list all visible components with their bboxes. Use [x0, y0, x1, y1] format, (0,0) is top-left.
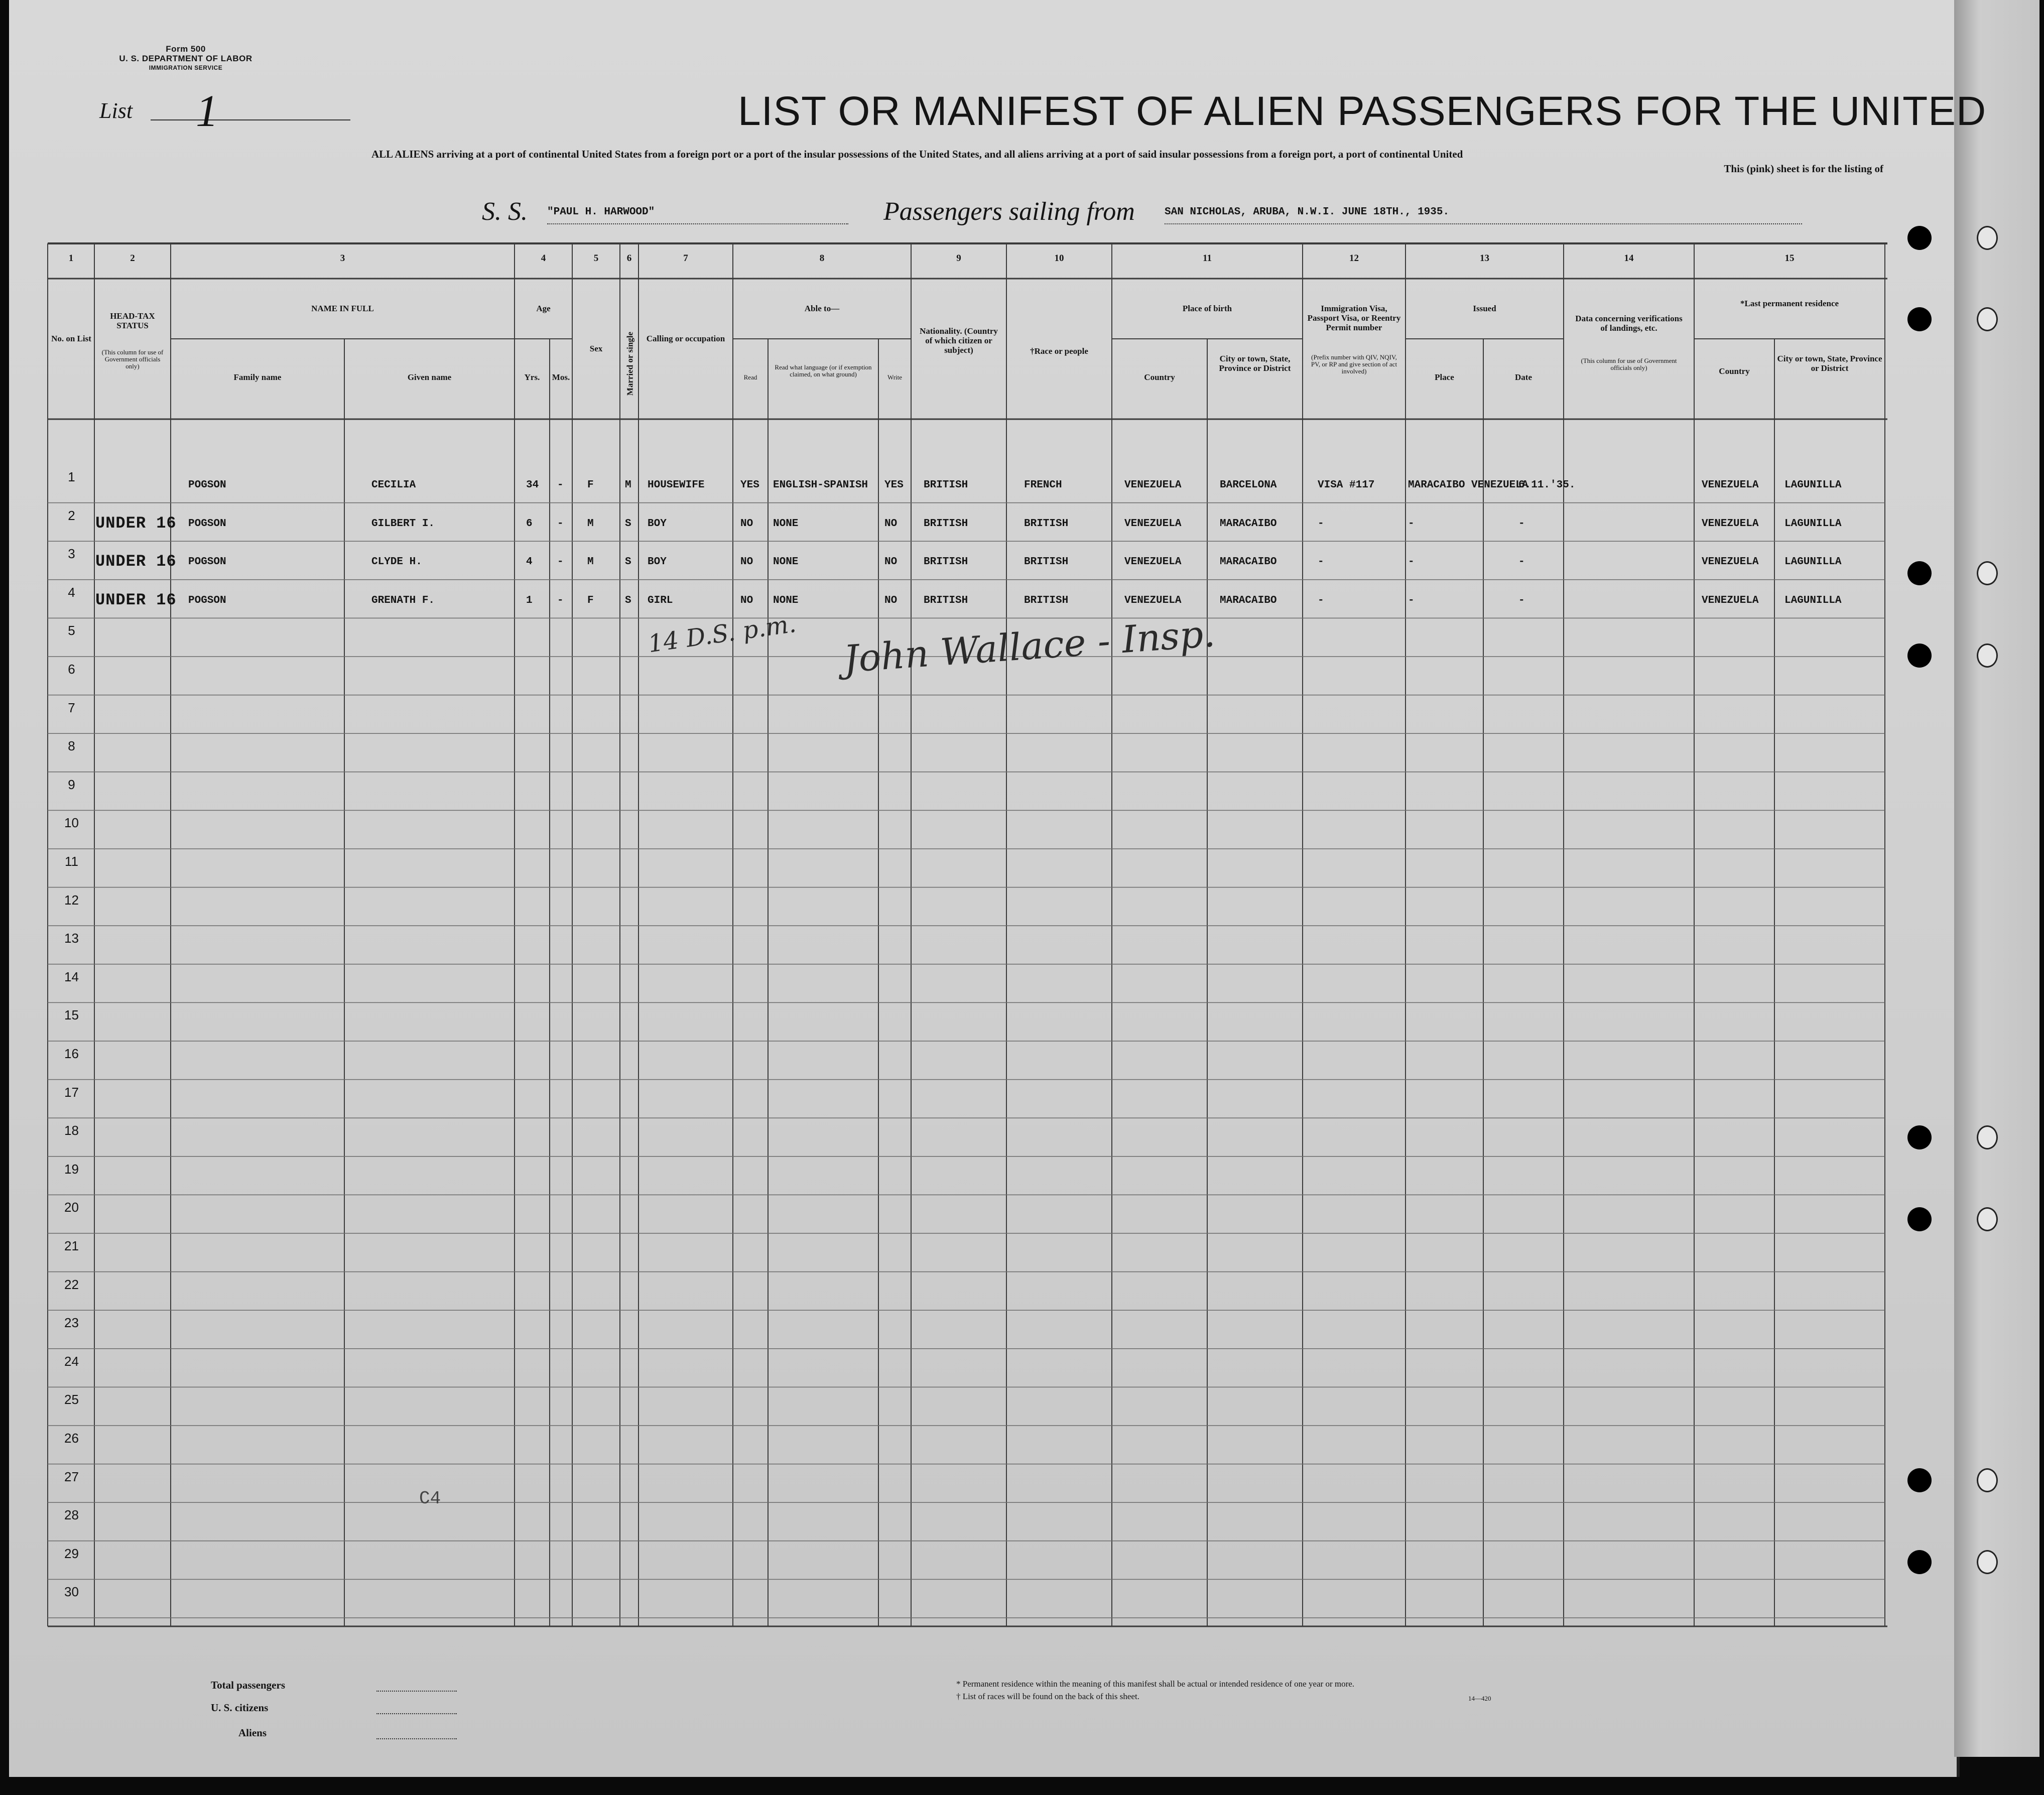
cell-race: BRITISH	[1024, 594, 1069, 606]
header-issued: Issued	[1473, 304, 1496, 313]
cell-language: NONE	[773, 556, 799, 568]
header-calling: Calling or occupation	[646, 334, 725, 343]
inspector-signature: John Wallace - Insp.	[842, 612, 1217, 681]
row-number: 5	[68, 623, 75, 638]
header-married: Married or single	[625, 331, 635, 396]
row-number: 18	[64, 1123, 79, 1138]
cell-issued-place: -	[1408, 556, 1415, 568]
cell-given: CLYDE H.	[371, 556, 422, 568]
col-num-9: 9	[956, 253, 961, 264]
cell-res-city: LAGUNILLA	[1784, 556, 1842, 568]
header-mos: Mos.	[552, 372, 570, 382]
header-birth-city: City or town, State, Province or District	[1219, 354, 1291, 373]
cell-marital: M	[625, 479, 631, 491]
cell-read: NO	[740, 556, 753, 568]
row-number: 8	[68, 738, 75, 754]
header-given-name: Given name	[407, 372, 452, 382]
binder-hole	[1977, 1125, 1998, 1149]
cell-res-city: LAGUNILLA	[1784, 479, 1842, 491]
header-issued-date: Date	[1515, 372, 1532, 382]
header-read-what: Read what language (or if exemption claimed, on what ground)	[775, 363, 872, 378]
cell-write: NO	[884, 594, 898, 606]
row-number: 10	[64, 815, 79, 831]
header-name-in-full: NAME IN FULL	[311, 304, 374, 313]
total-passengers-label: Total passengers	[211, 1679, 285, 1691]
col-num-7: 7	[683, 253, 688, 264]
row-number: 13	[64, 931, 79, 946]
col-num-8: 8	[819, 253, 825, 264]
cell-issued-date: -	[1518, 556, 1525, 568]
cell-yrs: 1	[526, 594, 533, 606]
header-visa-note: (Prefix number with QIV, NQIV, PV, or RP and give section of act involved)	[1311, 353, 1397, 375]
cell-sex: M	[587, 518, 594, 530]
cell-issued-date: -	[1518, 518, 1525, 530]
handwritten-ref: 14 D.S. p.m.	[646, 609, 798, 659]
cell-sex: F	[587, 479, 594, 491]
footnote-races: † List of races will be found on the back of this sheet.	[956, 1692, 1139, 1701]
cell-family: POGSON	[188, 594, 226, 606]
header-no-on-list: No. on List	[51, 334, 91, 343]
head-tax-stamp: UNDER 16	[95, 590, 177, 609]
cell-birth-country: VENEZUELA	[1124, 594, 1182, 606]
header-data-concerning: Data concerning verifications of landings, etc.	[1575, 314, 1683, 333]
row-number: 7	[68, 700, 75, 715]
header-res-country: Country	[1719, 366, 1750, 376]
header-place-of-birth: Place of birth	[1182, 304, 1232, 313]
header-head-tax-note: (This column for use of Government officials only)	[101, 348, 164, 370]
cell-race: BRITISH	[1024, 556, 1069, 568]
header-able-to: Able to—	[804, 304, 840, 313]
cell-sex: F	[587, 594, 594, 606]
header-read: Read	[743, 373, 757, 381]
header-family-name: Family name	[233, 372, 282, 382]
header-visa: Immigration Visa, Passport Visa, or Reentry Permit number	[1307, 304, 1401, 332]
aliens-label: Aliens	[238, 1727, 267, 1739]
cell-res-country: VENEZUELA	[1702, 594, 1759, 606]
cell-language: ENGLISH-SPANISH	[773, 479, 868, 491]
binder-hole	[1977, 1207, 1998, 1231]
row-number: 20	[64, 1200, 79, 1215]
binder-hole	[1977, 1468, 1998, 1492]
list-label: List	[99, 98, 133, 123]
col-num-6: 6	[626, 253, 632, 264]
cell-mos: -	[557, 479, 564, 491]
binder-hole	[1977, 644, 1998, 668]
cell-nationality: BRITISH	[924, 556, 968, 568]
header-birth-country: Country	[1144, 372, 1175, 382]
list-number: 1	[196, 86, 218, 136]
cell-visa: VISA #117	[1318, 479, 1375, 491]
intro-text: ALL ALIENS arriving at a port of continental United States from a foreign port or a port of the insular possessions of the United States, and all aliens arriving at a port of said insular possessions from a foreign port, a port of continental United	[371, 148, 1463, 160]
cell-calling: GIRL	[648, 594, 673, 606]
form-number: Form 500	[166, 44, 206, 54]
header-age: Age	[536, 304, 551, 313]
cell-race: FRENCH	[1024, 479, 1062, 491]
row-number: 21	[64, 1238, 79, 1253]
cell-res-country: VENEZUELA	[1702, 479, 1759, 491]
col-num-4: 4	[541, 253, 546, 264]
ledger-reference: C4	[419, 1488, 441, 1509]
cell-birth-city: MARACAIBO	[1220, 594, 1277, 606]
cell-birth-city: BARCELONA	[1220, 479, 1277, 491]
service-name: IMMIGRATION SERVICE	[149, 64, 223, 71]
cell-calling: BOY	[648, 518, 667, 530]
binder-hole	[1907, 1468, 1932, 1492]
cell-visa: -	[1318, 594, 1324, 606]
cell-issued-place: -	[1408, 518, 1415, 530]
cell-write: YES	[884, 479, 904, 491]
department-name: U. S. DEPARTMENT OF LABOR	[119, 54, 252, 63]
cell-nationality: BRITISH	[924, 479, 968, 491]
head-tax-stamp: UNDER 16	[95, 514, 177, 533]
binder-hole	[1977, 1550, 1998, 1574]
row-number: 11	[65, 854, 78, 869]
row-number: 28	[64, 1507, 79, 1523]
row-number: 17	[64, 1084, 79, 1100]
cell-yrs: 6	[526, 518, 533, 530]
row-number: 24	[64, 1353, 79, 1369]
row-number: 14	[64, 969, 79, 984]
cell-birth-country: VENEZUELA	[1124, 518, 1182, 530]
cell-family: POGSON	[188, 479, 226, 491]
binder-hole	[1907, 1125, 1932, 1149]
row-number: 22	[64, 1276, 79, 1292]
sailing-from: SAN NICHOLAS, ARUBA, N.W.I. JUNE 18TH., 1935.	[1165, 206, 1450, 218]
cell-issued-date: -	[1518, 594, 1525, 606]
binder-hole	[1907, 644, 1932, 668]
footnote-residence: * Permanent residence within the meaning of this manifest shall be actual or intended residence of one year or more.	[956, 1679, 1355, 1689]
row-number: 27	[64, 1469, 79, 1484]
cell-mos: -	[557, 594, 564, 606]
row-number: 1	[68, 469, 75, 484]
us-citizens-line	[376, 1713, 457, 1714]
cell-family: POGSON	[188, 518, 226, 530]
cell-yrs: 4	[526, 556, 533, 568]
cell-issued-date: 6.11.'35.	[1518, 479, 1576, 491]
cell-marital: S	[625, 594, 631, 606]
header-race: †Race or people	[1030, 346, 1088, 356]
cell-read: YES	[740, 479, 759, 491]
col-num-14: 14	[1624, 253, 1634, 264]
col-num-15: 15	[1784, 253, 1795, 264]
col-num-2: 2	[130, 253, 135, 264]
total-passengers-line	[376, 1691, 457, 1692]
header-res-city: City or town, State, Province or District	[1777, 354, 1882, 373]
cell-calling: BOY	[648, 556, 667, 568]
row-number: 26	[64, 1431, 79, 1446]
row-number: 25	[64, 1392, 79, 1407]
row-number: 12	[64, 892, 79, 908]
binder-hole	[1907, 307, 1932, 331]
header-yrs: Yrs.	[524, 372, 540, 382]
ss-label: S. S.	[482, 197, 528, 226]
cell-nationality: BRITISH	[924, 518, 968, 530]
binder-hole	[1907, 561, 1932, 585]
cell-issued-place: MARACAIBO VENEZUELA	[1408, 479, 1528, 491]
col-num-11: 11	[1203, 253, 1212, 264]
binder-hole	[1907, 1550, 1932, 1574]
header-data-note: (This column for use of Government officials only)	[1581, 357, 1677, 371]
cell-language: NONE	[773, 594, 799, 606]
row-number: 16	[64, 1046, 79, 1061]
header-write: Write	[887, 373, 903, 381]
cell-write: NO	[884, 518, 898, 530]
col-num-13: 13	[1480, 253, 1489, 264]
cell-marital: S	[625, 556, 631, 568]
col-num-5: 5	[593, 253, 599, 264]
col-num-1: 1	[68, 253, 74, 264]
header-head-tax: HEAD-TAX STATUS	[110, 311, 155, 330]
cell-given: CECILIA	[371, 479, 416, 491]
cell-issued-place: -	[1408, 594, 1415, 606]
cell-visa: -	[1318, 518, 1324, 530]
header-last-residence: *Last permanent residence	[1740, 299, 1839, 308]
sailing-label: Passengers sailing from	[883, 197, 1135, 226]
intro-text-2: This (pink) sheet is for the listing of	[1724, 163, 1883, 175]
binder-hole	[1977, 561, 1998, 585]
col-num-10: 10	[1054, 253, 1064, 264]
cell-birth-city: MARACAIBO	[1220, 518, 1277, 530]
cell-given: GRENATH F.	[371, 594, 435, 606]
cell-res-city: LAGUNILLA	[1784, 518, 1842, 530]
cell-res-country: VENEZUELA	[1702, 518, 1759, 530]
cell-given: GILBERT I.	[371, 518, 435, 530]
cell-language: NONE	[773, 518, 799, 530]
cell-res-city: LAGUNILLA	[1784, 594, 1842, 606]
cell-visa: -	[1318, 556, 1324, 568]
row-number: 4	[68, 584, 75, 600]
cell-read: NO	[740, 518, 753, 530]
head-tax-stamp: UNDER 16	[95, 552, 177, 571]
cell-birth-country: VENEZUELA	[1124, 556, 1182, 568]
row-number: 6	[68, 662, 75, 677]
us-citizens-label: U. S. citizens	[211, 1702, 269, 1714]
cell-res-country: VENEZUELA	[1702, 556, 1759, 568]
binder-hole	[1907, 1207, 1932, 1231]
row-number: 29	[64, 1546, 79, 1561]
row-number: 19	[64, 1161, 79, 1177]
cell-birth-city: MARACAIBO	[1220, 556, 1277, 568]
aliens-line	[376, 1738, 457, 1739]
col-num-12: 12	[1349, 253, 1359, 264]
row-number: 30	[64, 1584, 79, 1600]
cell-read: NO	[740, 594, 753, 606]
cell-mos: -	[557, 518, 564, 530]
row-number: 2	[68, 507, 75, 523]
binder-hole	[1977, 307, 1998, 331]
cell-mos: -	[557, 556, 564, 568]
cell-calling: HOUSEWIFE	[648, 479, 705, 491]
binder-hole	[1977, 226, 1998, 250]
cell-marital: S	[625, 518, 631, 530]
cell-family: POGSON	[188, 556, 226, 568]
cell-write: NO	[884, 556, 898, 568]
cell-race: BRITISH	[1024, 518, 1069, 530]
cell-yrs: 34	[526, 479, 539, 491]
header-nationality: Nationality. (Country of which citizen or subject)	[920, 326, 998, 355]
row-number: 15	[64, 1007, 79, 1023]
row-number: 3	[68, 546, 75, 562]
row-number: 9	[68, 777, 75, 792]
print-code: 14—420	[1468, 1695, 1491, 1702]
header-issued-place: Place	[1435, 372, 1454, 382]
header-sex: Sex	[589, 344, 603, 353]
cell-birth-country: VENEZUELA	[1124, 479, 1182, 491]
cell-nationality: BRITISH	[924, 594, 968, 606]
cell-sex: M	[587, 556, 594, 568]
manifest-title: LIST OR MANIFEST OF ALIEN PASSENGERS FOR THE UNITED	[738, 88, 1987, 134]
col-num-3: 3	[340, 253, 345, 264]
binder-hole	[1907, 226, 1932, 250]
ship-name: "PAUL H. HARWOOD"	[547, 206, 655, 218]
row-number: 23	[64, 1315, 79, 1331]
